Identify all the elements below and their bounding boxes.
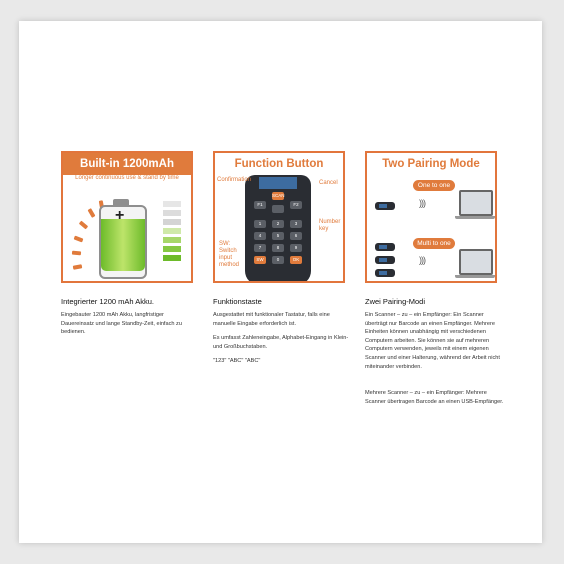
key-3: 3 — [290, 220, 302, 228]
level-bar — [163, 219, 181, 225]
battery-title: Built-in 1200mAh Battery — [63, 153, 191, 175]
gauge-segment — [88, 208, 96, 218]
gauge-segment — [72, 251, 81, 256]
scanner-keypad-device — [245, 175, 311, 283]
function-description-2: Es umfasst Zahleneingabe, Alphabet-Eingang in Klein- und Großbuchstaben. — [213, 335, 349, 350]
key-1: 1 — [254, 220, 266, 228]
gauge-segment — [74, 236, 84, 243]
multi-to-one-label: Multi to one — [413, 238, 455, 249]
one-to-one-label: One to one — [413, 180, 455, 191]
function-description-3: "123" "ABC" "ABC" — [213, 358, 261, 364]
scanner-icon — [375, 269, 395, 277]
callout-confirmation: Confirmation — [217, 177, 252, 183]
function-title: Function Button — [234, 158, 324, 170]
callout-cancel: Cancel — [319, 180, 338, 186]
f1-key: F1 — [254, 201, 266, 209]
gauge-segment — [73, 264, 83, 270]
laptop-base — [455, 216, 495, 219]
ok-key: OK — [290, 256, 302, 264]
scanner-icon — [375, 256, 395, 264]
callout-number-key: Number key — [319, 219, 341, 232]
battery-description: Eingebauter 1200 mAh Akku, langfristiger Dauereinsatz und lange Standby-Zeit, einfach zu bedienen. — [61, 312, 182, 336]
scan-key: SCAN — [272, 193, 285, 198]
level-bar — [163, 210, 181, 216]
f2-key: F2 — [290, 201, 302, 209]
battery-feature-image — [61, 151, 193, 283]
scanner-icon — [375, 202, 395, 210]
laptop-base — [455, 275, 495, 278]
pairing-description-2: Mehrere Scanner – zu – ein Empfänger: Mehrere Scanner übertragen Barcode an einen USB-Empfänger. — [365, 390, 504, 405]
function-heading: Funktionstaste — [213, 297, 262, 306]
laptop-icon — [459, 190, 493, 216]
key-8: 8 — [272, 244, 284, 252]
level-bar — [163, 246, 181, 252]
wireless-icon: ))) — [419, 198, 425, 208]
pairing-title: Two Pairing Mode — [382, 158, 480, 170]
key-7: 7 — [254, 244, 266, 252]
key-5: 5 — [272, 232, 284, 240]
key-4: 4 — [254, 232, 266, 240]
callout-sw: SW: Switch input method — [219, 241, 240, 268]
wireless-icon: ))) — [419, 255, 425, 265]
level-bar — [163, 255, 181, 261]
level-bar — [163, 201, 181, 207]
pairing-heading: Zwei Pairing-Modi — [365, 297, 426, 306]
level-bar — [163, 237, 181, 243]
plus-icon: + — [115, 207, 125, 224]
pairing-description-1: Ein Scanner – zu – ein Empfänger: Ein Scanner überträgt nur Barcode an einen Empfänger. Mehrere Einheiten können unabhängig mit verschiedenen Computern arbeiten. Sie können sie auf mehreren Computern verwenden, jeweils mit einem eigenen Scanner und einer Halterung, während der Arbeit nicht miteinander verbinden. — [365, 312, 500, 370]
pairing-feature-image — [365, 151, 497, 283]
key-2: 2 — [272, 220, 284, 228]
battery-subtitle: Longer continuous use & stand by time — [75, 175, 179, 181]
nav-key — [272, 205, 284, 213]
battery-charge-fill — [101, 219, 145, 271]
key-6: 6 — [290, 232, 302, 240]
sw-key: SW — [254, 256, 266, 264]
key-0: 0 — [272, 256, 284, 264]
gauge-segment — [79, 221, 88, 230]
function-feature-image — [213, 151, 345, 283]
laptop-icon — [459, 249, 493, 275]
battery-heading: Integrierter 1200 mAh Akku. — [61, 297, 154, 306]
function-description-1: Ausgestattet mit funktionaler Tastatur, falls eine manuelle Eingabe erforderlich ist. — [213, 312, 330, 327]
scanner-icon — [375, 243, 395, 251]
key-9: 9 — [290, 244, 302, 252]
device-screen — [259, 177, 297, 189]
level-bar — [163, 228, 181, 234]
